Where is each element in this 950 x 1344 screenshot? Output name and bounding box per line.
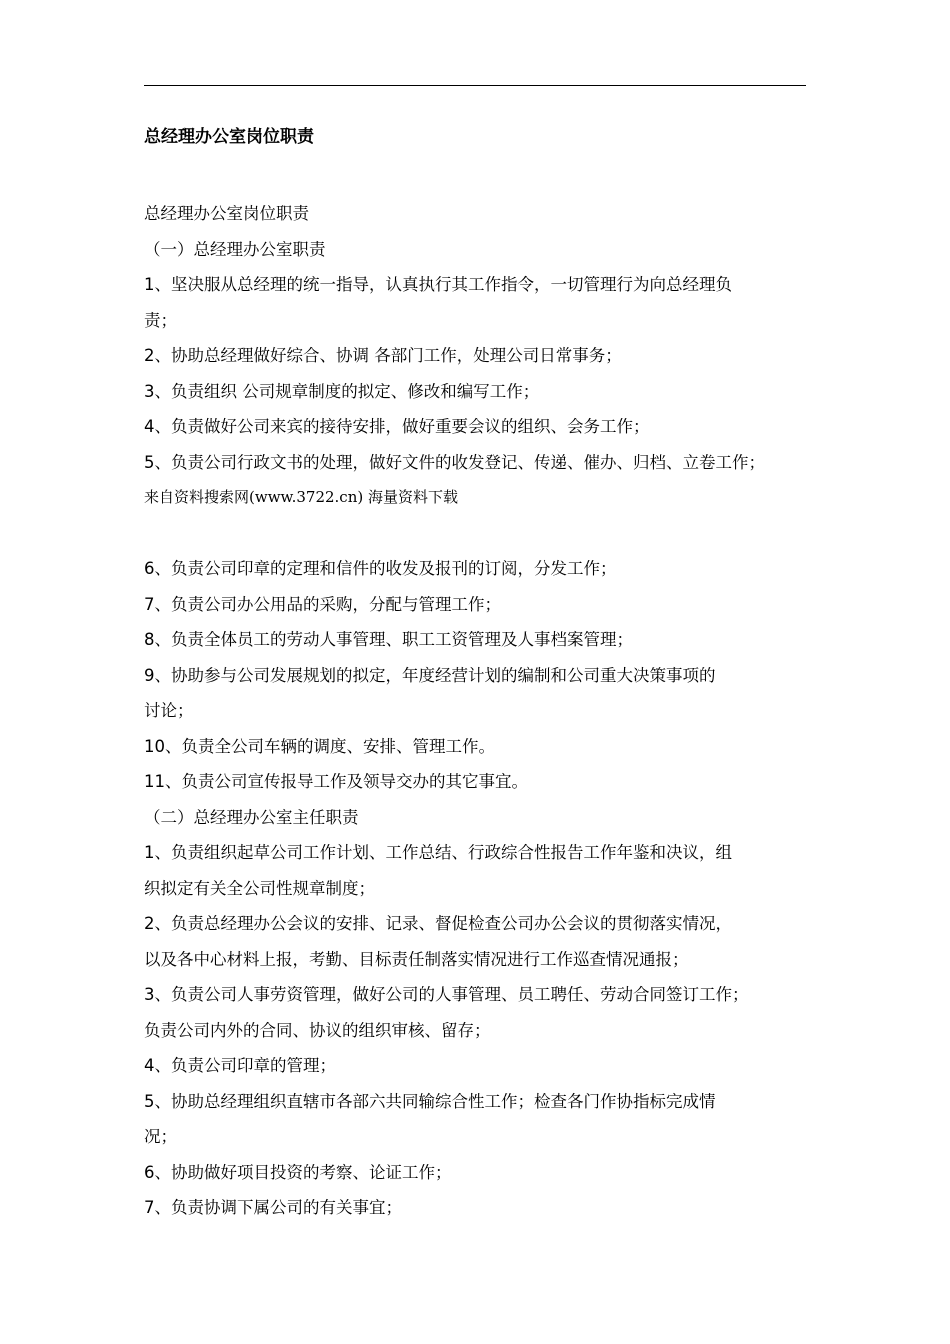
paragraph-line: 11、负责公司宣传报导工作及领导交办的其它事宜。 <box>144 772 528 791</box>
section-heading: （二）总经理办公室主任职责 <box>144 807 359 827</box>
paragraph-line: 1、负责组织起草公司工作计划、工作总结、行政综合性报告工作年鉴和决议，组 <box>144 843 732 862</box>
paragraph-line: 1、坚决服从总经理的统一指导，认真执行其工作指令，一切管理行为向总经理负 <box>144 275 732 294</box>
paragraph-continuation: 以及各中心材料上报，考勤、目标责任制落实情况进行工作巡查情况通报； <box>144 949 689 969</box>
paragraph-continuation: 负责公司内外的合同、协议的组织审核、留存； <box>144 1020 491 1040</box>
paragraph-line: 7、负责公司办公用品的采购，分配与管理工作； <box>144 594 501 614</box>
paragraph-line: 2、协助总经理做好综合、协调 各部门工作，处理公司日常事务； <box>144 346 622 365</box>
paragraph-line: 4、负责公司印章的管理； <box>144 1056 336 1075</box>
paragraph-continuation: 织拟定有关全公司性规章制度； <box>144 878 375 898</box>
paragraph-line: 3、负责公司人事劳资管理，做好公司的人事管理、员工聘任、劳动合同签订工作； <box>144 985 749 1004</box>
paragraph-line: 总经理办公室岗位职责 <box>144 204 309 223</box>
paragraph-line: 2、负责总经理办公会议的安排、记录、督促检查公司办公会议的贯彻落实情况， <box>144 914 732 933</box>
source-note: 来自资料搜索网(www.3722.cn) 海量资料下载 <box>144 488 458 506</box>
document-body <box>144 196 806 1226</box>
paragraph-line: 5、协助总经理组织直辖市各部六共同输综合性工作；检查各门作协指标完成情 <box>144 1091 716 1111</box>
paragraph-line: 5、负责公司行政文书的处理，做好文件的收发登记、传递、催办、归档、立卷工作； <box>144 452 765 472</box>
header-rule <box>144 85 806 86</box>
paragraph-continuation: 讨论； <box>144 701 194 720</box>
paragraph-line: 7、负责协调下属公司的有关事宜； <box>144 1198 402 1217</box>
paragraph-continuation: 况； <box>144 1127 177 1146</box>
paragraph-line: 6、负责公司印章的定理和信件的收发及报刊的订阅，分发工作； <box>144 559 617 578</box>
paragraph-line: 6、协助做好项目投资的考察、论证工作； <box>144 1162 452 1182</box>
paragraph-line: 9、协助参与公司发展规划的拟定，年度经营计划的编制和公司重大决策事项的 <box>144 665 716 685</box>
paragraph-line: 3、负责组织 公司规章制度的拟定、修改和编写工作； <box>144 381 540 401</box>
section-heading: （一）总经理办公室职责 <box>144 239 326 259</box>
document-title: 总经理办公室岗位职责 <box>144 127 314 147</box>
paragraph-line: 8、负责全体员工的劳动人事管理、职工工资管理及人事档案管理； <box>144 630 633 649</box>
blank-line <box>144 516 806 552</box>
paragraph-line: 10、负责全公司车辆的调度、安排、管理工作。 <box>144 736 495 756</box>
paragraph-line: 4、负责做好公司来宾的接待安排，做好重要会议的组织、会务工作； <box>144 417 650 436</box>
paragraph-continuation: 责； <box>144 310 177 330</box>
